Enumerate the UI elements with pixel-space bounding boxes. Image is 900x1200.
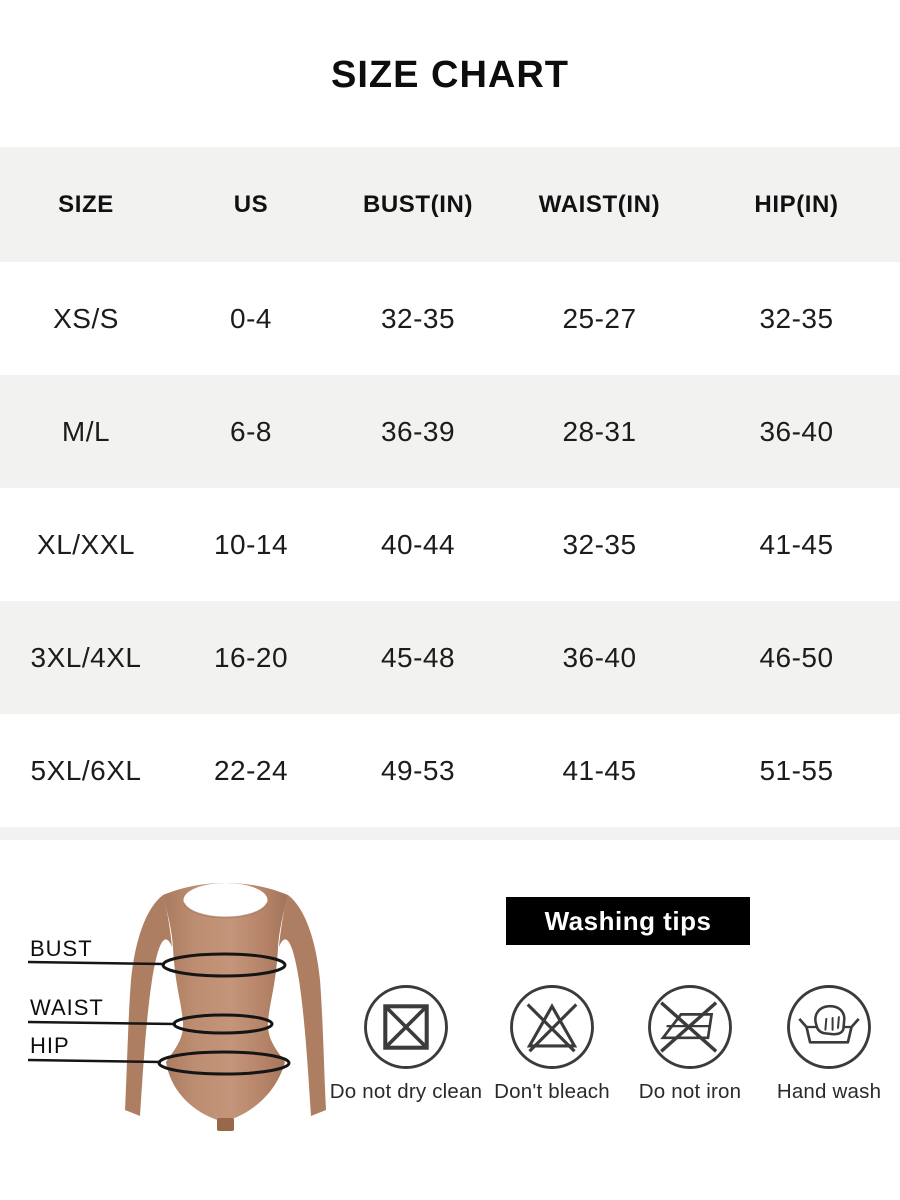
size-cell: M/L [61, 415, 111, 447]
waist-label: WAIST [30, 995, 104, 1020]
us-cell: 16-20 [213, 641, 289, 673]
table-row [0, 262, 900, 375]
header-us: US [233, 190, 269, 218]
size-cell: 5XL/6XL [30, 754, 142, 786]
hip-cell: 46-50 [759, 641, 834, 673]
dont-bleach-icon [472, 982, 632, 1072]
us-cell: 22-24 [213, 754, 289, 786]
washing-tips-title: Washing tips [544, 905, 712, 936]
care-item-do-not-iron [610, 982, 770, 1104]
table-row [0, 375, 900, 488]
size-cell: XS/S [53, 302, 119, 334]
care-label: Don't bleach [494, 1080, 610, 1103]
bodysuit-torso [163, 883, 288, 1121]
bust-cell: 40-44 [380, 528, 456, 560]
bust-cell: 45-48 [380, 641, 456, 673]
waist-cell: 25-27 [562, 302, 637, 334]
hip-cell: 36-40 [759, 415, 834, 447]
page-title: SIZE CHART [331, 54, 569, 96]
bust-label: BUST [30, 936, 93, 961]
hip-label: HIP [30, 1033, 70, 1058]
waist-pointer-line [28, 1022, 176, 1024]
hip-cell: 41-45 [759, 528, 834, 560]
us-cell: 0-4 [230, 302, 272, 334]
hand-wash-icon [749, 982, 900, 1072]
bust-cell: 36-39 [380, 415, 456, 447]
us-cell: 6-8 [230, 415, 272, 447]
table-row [0, 601, 900, 714]
bodysuit-snap-tab [217, 1118, 234, 1131]
care-label: Do not dry clean [329, 1080, 483, 1103]
table-row [0, 488, 900, 601]
washing-tips-banner [506, 897, 750, 945]
waist-cell: 32-35 [562, 528, 637, 560]
bust-cell: 49-53 [380, 754, 456, 786]
waist-cell: 28-31 [562, 415, 637, 447]
table-row [0, 714, 900, 827]
care-item-hand-wash [749, 982, 900, 1104]
table-header-row [0, 147, 900, 262]
header-waist: WAIST(IN) [538, 190, 661, 218]
hip-cell: 51-55 [759, 754, 834, 786]
bust-cell: 32-35 [380, 302, 456, 334]
care-label: Hand wash [776, 1080, 882, 1103]
us-cell: 10-14 [213, 528, 289, 560]
size-table [0, 147, 900, 840]
care-item-dont-bleach [472, 982, 632, 1104]
size-cell: 3XL/4XL [30, 641, 142, 673]
hip-cell: 32-35 [759, 302, 834, 334]
bodysuit-right-sleeve [279, 895, 326, 1116]
waist-cell: 36-40 [562, 641, 637, 673]
header-bust: BUST(IN) [362, 190, 474, 218]
do-not-iron-icon [610, 982, 770, 1072]
do-not-dry-clean-icon [326, 982, 486, 1072]
waist-cell: 41-45 [562, 754, 637, 786]
bodysuit-left-sleeve [125, 895, 172, 1116]
header-hip: HIP(IN) [754, 190, 839, 218]
size-cell: XL/XXL [37, 528, 135, 560]
care-item-do-not-dry-clean [326, 982, 486, 1104]
care-label: Do not iron [638, 1080, 742, 1103]
header-size: SIZE [58, 190, 114, 218]
